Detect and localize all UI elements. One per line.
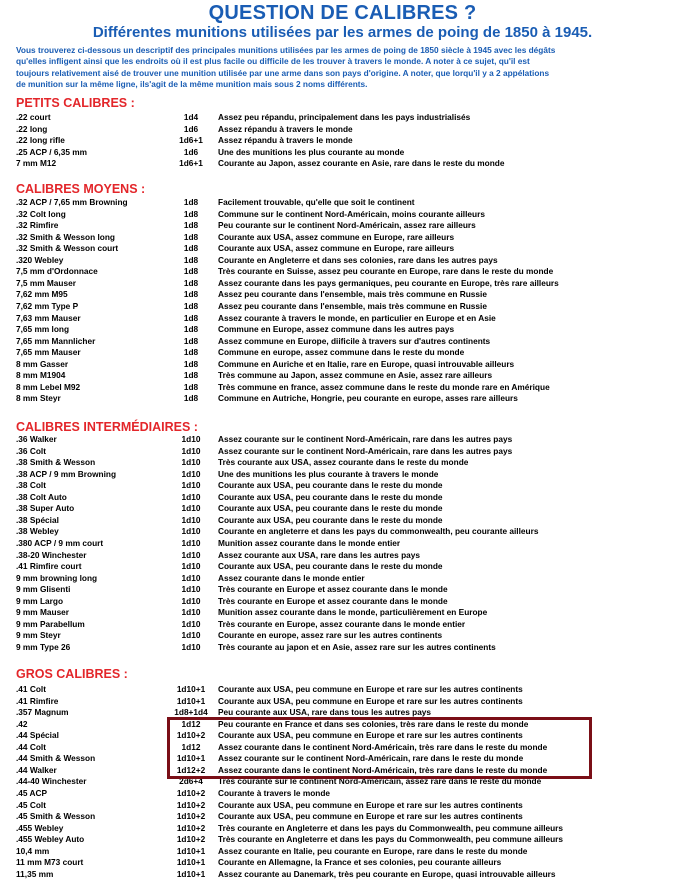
calibre-name: .38 Colt	[16, 480, 46, 491]
availability-description: Très courante au japon et en Asie, assez rare sur les autres continents	[218, 641, 496, 652]
availability-description: Très courante en Angleterre et dans les pays du Commonwealth, peu commune ailleurs	[218, 822, 564, 833]
damage-dice: 1d6	[183, 123, 199, 134]
calibre-name: .36 Walker	[16, 434, 57, 444]
calibre-name: .32 ACP / 7,65 mm Browning	[16, 197, 128, 207]
damage-dice: 2d6+4	[179, 776, 203, 787]
damage-dice: 1d8	[183, 197, 199, 207]
calibre-name: 11,35 mm	[16, 868, 54, 879]
availability-description: Courante aux USA, peu commune en Europe et rare sur les autres continents	[218, 799, 523, 810]
damage-dice: 1d8	[183, 289, 199, 300]
calibre-name: .38 Colt Auto	[16, 491, 67, 502]
damage-dice: 1d6	[183, 146, 199, 157]
table-row	[16, 619, 681, 631]
table-row	[16, 561, 681, 573]
calibre-name: .38 Smith & Wesson	[16, 457, 96, 468]
table-row	[16, 147, 681, 159]
table-row	[16, 800, 681, 812]
damage-dice: 1d12+2	[176, 764, 206, 775]
availability-description: Courante aux USA, assez commune en Europe, rare ailleurs	[218, 231, 455, 242]
table-row	[16, 457, 681, 469]
availability-description: Une des munitions les plus courante au monde	[218, 146, 405, 157]
damage-dice: 1d10	[181, 584, 201, 595]
availability-description: Très courante en Angleterre et dans les pays du Commonwealth, peu commune ailleurs	[218, 834, 564, 845]
calibre-name: .22 long rifle	[16, 135, 65, 146]
table-row	[16, 266, 681, 278]
table-row	[16, 584, 681, 596]
availability-description: Courante aux USA, peu commune en Europe et rare sur les autres continents	[218, 684, 523, 694]
calibre-name: 8 mm M1904	[16, 370, 66, 381]
availability-description: Commune en europe, assez commune dans le reste du monde	[218, 347, 465, 358]
damage-dice: 1d8	[183, 370, 199, 381]
damage-dice: 1d8	[183, 300, 199, 311]
availability-description: Assez courante sur le continent Nord-Américain, rare dans les autres pays	[218, 445, 513, 456]
calibre-name: .44 Smith & Wesson	[16, 753, 96, 764]
calibre-name: .32 Smith & Wesson court	[16, 243, 119, 254]
calibre-name: 7,63 mm Mauser	[16, 312, 81, 323]
calibre-name: .41 Rimfire	[16, 695, 59, 706]
calibre-name: 8 mm Lebel M92	[16, 381, 81, 392]
section-title: GROS CALIBRES :	[16, 667, 128, 681]
table-row	[16, 336, 681, 348]
table-row	[16, 359, 681, 371]
calibre-name: 9 mm browning long	[16, 572, 98, 583]
damage-dice: 1d8	[183, 231, 199, 242]
intro-line: qu'elles infligent ainsi que les endroits où il est plus facile ou difficile de les trouver à travers le monde. A noter à ce sujet, qu'il est	[16, 56, 530, 67]
availability-description: Munition assez courante dans le monde, particulièrement en Europe	[218, 607, 488, 618]
availability-description: Assez courante dans le continent Nord-Américain, très rare dans le reste du monde	[218, 741, 548, 752]
calibre-name: .455 Webley	[16, 822, 64, 833]
calibre-name: 11 mm M73 court	[16, 857, 84, 868]
damage-dice: 1d8	[183, 381, 199, 392]
table-row	[16, 869, 681, 881]
availability-description: Courante en angleterre et dans les pays du commonwealth, peu courante ailleurs	[218, 526, 539, 537]
table-row	[16, 382, 681, 394]
damage-dice: 1d8	[183, 358, 199, 369]
highlight-box	[167, 717, 592, 779]
availability-description: Assez peu courante dans l'ensemble, mais très commune en Russie	[218, 300, 487, 311]
table-row	[16, 573, 681, 585]
calibre-name: .44 Walker	[16, 764, 57, 775]
calibre-name: 9 mm Type 26	[16, 641, 71, 652]
calibre-name: .45 Smith & Wesson	[16, 811, 96, 821]
calibre-name: 9 mm Parabellum	[16, 618, 85, 629]
table-row	[16, 846, 681, 858]
table-row	[16, 857, 681, 869]
availability-description: Assez courante sur le continent Nord-Américain, rare dans le reste du monde	[218, 753, 524, 764]
availability-description: Peu courante aux USA, rare dans tous les autres pays	[218, 707, 432, 718]
availability-description: Commune en Autriche, Hongrie, peu courante en europe, asses rare ailleurs	[218, 393, 518, 404]
calibre-name: .42	[16, 718, 28, 729]
calibre-name: 7,65 mm long	[16, 324, 70, 335]
availability-description: Courante aux USA, assez commune en Europe, rare ailleurs	[218, 243, 455, 254]
calibre-name: .32 Rimfire	[16, 220, 59, 231]
table-row	[16, 278, 681, 290]
calibre-name: .38 Super Auto	[16, 503, 75, 514]
availability-description: Courante en Allemagne, la France et ses colonies, peu courante ailleurs	[218, 857, 502, 868]
damage-dice: 1d10	[181, 549, 201, 560]
damage-dice: 1d10	[181, 457, 201, 468]
table-row	[16, 811, 681, 823]
calibre-name: 7,5 mm d'Ordonnace	[16, 266, 98, 277]
availability-description: Une des munitions les plus courante à travers le monde	[218, 468, 439, 479]
damage-dice: 1d10	[181, 434, 201, 444]
calibre-name: 9 mm Glisenti	[16, 584, 71, 595]
damage-dice: 1d10	[181, 468, 201, 479]
availability-description: Assez courante à travers le monde, en particulier en Europe et en Asie	[218, 312, 496, 323]
availability-description: Peu courante en France et dans ses colonies, très rare dans le reste du monde	[218, 718, 529, 729]
damage-dice: 1d10	[181, 630, 201, 641]
calibre-name: .41 Rimfire court	[16, 561, 82, 571]
damage-dice: 1d10+1	[176, 695, 206, 706]
damage-dice: 1d12	[181, 741, 201, 752]
calibre-name: .41 Colt	[16, 684, 46, 694]
availability-description: Très commune au Japon, assez commune en Asie, assez rare ailleurs	[218, 370, 493, 381]
availability-description: Courante aux USA, peu courante dans le reste du monde	[218, 491, 443, 502]
damage-dice: 1d10	[181, 480, 201, 491]
table-row	[16, 370, 681, 382]
damage-dice: 1d10+2	[176, 730, 206, 741]
damage-dice: 1d10+2	[176, 822, 206, 833]
damage-dice: 1d6+1	[179, 135, 203, 146]
damage-dice: 1d8	[183, 254, 199, 265]
calibre-name: 8 mm Steyr	[16, 393, 61, 404]
availability-description: Courante aux USA, peu courante dans le reste du monde	[218, 514, 443, 525]
damage-dice: 1d10+2	[176, 788, 206, 798]
table-row	[16, 834, 681, 846]
availability-description: Munition assez courante dans le monde entier	[218, 538, 401, 548]
damage-dice: 1d8	[183, 324, 199, 335]
table-row	[16, 684, 681, 696]
calibre-name: .22 court	[16, 112, 51, 122]
availability-description: Assez commune en Europe, diificile à travers sur d'autres continents	[218, 335, 491, 346]
availability-description: Assez peu répandu, principalement dans les pays industrialisés	[218, 112, 471, 122]
availability-description: Courante au Japon, assez courante en Asie, rare dans le reste du monde	[218, 158, 505, 169]
availability-description: Assez courante aux USA, rare dans les autres pays	[218, 549, 420, 560]
calibre-name: .320 Webley	[16, 254, 64, 265]
table-row	[16, 788, 681, 800]
availability-description: Assez courante dans les pays germaniques, peu courante en Europe, très rare ailleurs	[218, 277, 559, 288]
table-row	[16, 630, 681, 642]
damage-dice: 1d10+2	[176, 811, 206, 821]
damage-dice: 1d8	[183, 266, 199, 277]
calibre-name: 7,5 mm Mauser	[16, 277, 76, 288]
calibre-name: 10,4 mm	[16, 845, 50, 856]
page-title: QUESTION DE CALIBRES ?	[208, 2, 477, 24]
availability-description: Assez courante en Italie, peu courante en Europe, rare dans le reste du monde	[218, 845, 528, 856]
calibre-name: 9 mm Steyr	[16, 630, 61, 641]
calibre-name: 7,65 mm Mannlicher	[16, 335, 96, 346]
table-row	[16, 209, 681, 221]
availability-description: Commune en Auriche et en Italie, rare en Europe, quasi introuvable ailleurs	[218, 358, 515, 369]
availability-description: Très courante aux USA, assez courante dans le reste du monde	[218, 457, 469, 468]
table-row	[16, 347, 681, 359]
damage-dice: 1d8	[183, 208, 199, 219]
calibre-name: 7,65 mm Mauser	[16, 347, 81, 358]
calibre-name: .380 ACP / 9 mm court	[16, 538, 104, 548]
damage-dice: 1d10	[181, 641, 201, 652]
table-row	[16, 550, 681, 562]
damage-dice: 1d12	[181, 718, 201, 729]
calibre-name: .38 Spécial	[16, 514, 59, 525]
availability-description: Commune sur le continent Nord-Américain, moins courante ailleurs	[218, 208, 485, 219]
calibre-name: .45 Colt	[16, 799, 46, 810]
intro-paragraph	[16, 45, 676, 90]
table-row	[16, 232, 681, 244]
availability-description: Courante aux USA, peu commune en Europe et rare sur les autres continents	[218, 695, 523, 706]
table-row	[16, 243, 681, 255]
damage-dice: 1d8	[183, 393, 199, 404]
table-row	[16, 135, 681, 147]
calibre-name: .32 Colt long	[16, 208, 66, 219]
table-row	[16, 480, 681, 492]
damage-dice: 1d10	[181, 538, 201, 548]
table-row	[16, 642, 681, 654]
table-row	[16, 301, 681, 313]
calibre-name: .38 ACP / 9 mm Browning	[16, 468, 117, 479]
availability-description: Assez courante dans le continent Nord-Américain, très rare dans le reste du monde	[218, 764, 548, 775]
calibre-name: .25 ACP / 6,35 mm	[16, 146, 88, 157]
table-row	[16, 197, 681, 209]
availability-description: Assez peu courante dans l'ensemble, mais très commune en Russie	[218, 289, 487, 300]
section-title: PETITS CALIBRES :	[16, 96, 135, 110]
calibre-name: .44-40 Winchester	[16, 776, 87, 787]
availability-description: Très courante en Suisse, assez peu courante en Europe, rare dans le reste du monde	[218, 266, 554, 277]
calibre-name: 9 mm Mauser	[16, 607, 70, 618]
damage-dice: 1d10	[181, 572, 201, 583]
damage-dice: 1d8	[183, 312, 199, 323]
table-row	[16, 446, 681, 458]
table-row	[16, 313, 681, 325]
section-title: CALIBRES INTERMÉDIAIRES :	[16, 420, 198, 434]
calibre-name: .44 Spécial	[16, 730, 59, 741]
availability-description: Très courante en Europe et assez courante dans le monde	[218, 584, 448, 595]
availability-description: Courante aux USA, peu courante dans le reste du monde	[218, 503, 443, 514]
damage-dice: 1d10+2	[176, 799, 206, 810]
calibre-name: .36 Colt	[16, 445, 46, 456]
damage-dice: 1d8	[183, 347, 199, 358]
page-subtitle: Différentes munitions utilisées par les armes de poing de 1850 à 1945.	[92, 24, 593, 41]
table-row	[16, 255, 681, 267]
availability-description: Courante aux USA, peu commune en Europe et rare sur les autres continents	[218, 811, 523, 821]
intro-line: toujours relativement aisé de trouver une munition utilisée par une arme dans son pays d'origine. A noter, que lorqu'il y a 2 appélations	[16, 67, 550, 78]
availability-description: Très courante sur le continent Nord-Américain, assez rare dans le reste du monde	[218, 776, 542, 787]
calibre-name: 7 mm M12	[16, 158, 57, 169]
availability-description: Assez courante dans le monde entier	[218, 572, 365, 583]
section-title: CALIBRES MOYENS :	[16, 182, 146, 196]
calibre-name: 9 mm Largo	[16, 595, 64, 606]
table-row	[16, 538, 681, 550]
table-row	[16, 158, 681, 170]
damage-dice: 1d10	[181, 514, 201, 525]
calibre-name: .38-20 Winchester	[16, 549, 87, 560]
intro-line: Vous trouverez ci-dessous un descriptif des principales munitions utilisées par les armes de poing de 1850 siècle à 1945 avec les dégâts	[16, 45, 556, 55]
availability-description: Assez courante sur le continent Nord-Américain, rare dans les autres pays	[218, 434, 513, 444]
damage-dice: 1d8+1d4	[174, 707, 208, 718]
damage-dice: 1d10	[181, 607, 201, 618]
table-row	[16, 469, 681, 481]
availability-description: Courante aux USA, peu courante dans le reste du monde	[218, 480, 443, 491]
calibre-name: .455 Webley Auto	[16, 834, 85, 845]
availability-description: Très courante en Europe, assez courante dans le monde entier	[218, 618, 466, 629]
damage-dice: 1d10	[181, 618, 201, 629]
calibre-name: 8 mm Gasser	[16, 358, 69, 369]
damage-dice: 1d8	[183, 220, 199, 231]
damage-dice: 1d10+1	[176, 857, 206, 868]
calibre-name: 7,62 mm Type P	[16, 300, 79, 311]
damage-dice: 1d10	[181, 561, 201, 571]
table-row	[16, 503, 681, 515]
damage-dice: 1d8	[183, 277, 199, 288]
availability-description: Assez courante au Danemark, très peu courante en Europe, quasi introuvable ailleurs	[218, 868, 556, 879]
availability-description: Courante en Angleterre et dans ses colonies, rare dans les autres pays	[218, 254, 498, 265]
damage-dice: 1d10	[181, 491, 201, 502]
availability-description: Assez répandu à travers le monde	[218, 123, 353, 134]
availability-description: Courante à travers le monde	[218, 788, 331, 798]
table-row	[16, 289, 681, 301]
calibre-name: .44 Colt	[16, 741, 46, 752]
damage-dice: 1d8	[183, 335, 199, 346]
availability-description: Courante aux USA, peu commune en Europe et rare sur les autres continents	[218, 730, 523, 741]
damage-dice: 1d10+1	[176, 845, 206, 856]
calibre-name: .45 ACP	[16, 788, 48, 798]
calibre-name: 7,62 mm M95	[16, 289, 68, 300]
availability-description: Facilement trouvable, qu'elle que soit le continent	[218, 197, 415, 207]
intro-line: de munition sur la même ligne, ils'agit de la même munition mais sous 2 noms différents.	[16, 78, 368, 89]
availability-description: Courante en europe, assez rare sur les autres continents	[218, 630, 443, 641]
availability-description: Assez répandu à travers le monde	[218, 135, 353, 146]
damage-dice: 1d10	[181, 526, 201, 537]
table-row	[16, 596, 681, 608]
damage-dice: 1d10	[181, 445, 201, 456]
table-row	[16, 112, 681, 124]
damage-dice: 1d10+2	[176, 834, 206, 845]
damage-dice: 1d10	[181, 503, 201, 514]
damage-dice: 1d6+1	[179, 158, 203, 169]
table-row	[16, 124, 681, 136]
table-row	[16, 393, 681, 405]
table-row	[16, 515, 681, 527]
table-row	[16, 324, 681, 336]
table-row	[16, 492, 681, 504]
availability-description: Peu courante sur le continent Nord-Américain, assez rare ailleurs	[218, 220, 476, 231]
table-row	[16, 220, 681, 232]
availability-description: Courante aux USA, peu courante dans le reste du monde	[218, 561, 443, 571]
damage-dice: 1d10+1	[176, 753, 206, 764]
damage-dice: 1d8	[183, 243, 199, 254]
table-row	[16, 607, 681, 619]
availability-description: Commune en Europe, assez commune dans les autres pays	[218, 324, 455, 335]
calibre-name: .22 long	[16, 123, 48, 134]
calibre-name: .357 Magnum	[16, 707, 69, 718]
damage-dice: 1d4	[183, 112, 199, 122]
table-row	[16, 696, 681, 708]
table-row	[16, 526, 681, 538]
damage-dice: 1d10	[181, 595, 201, 606]
damage-dice: 1d10+1	[176, 684, 206, 694]
table-row	[16, 434, 681, 446]
availability-description: Très courante en Europe et assez courante dans le monde	[218, 595, 448, 606]
availability-description: Très commune en france, assez commune dans le reste du monde rare en Amérique	[218, 381, 550, 392]
calibre-name: .32 Smith & Wesson long	[16, 231, 115, 242]
damage-dice: 1d10+1	[176, 868, 206, 879]
calibre-name: .38 Webley	[16, 526, 59, 537]
table-row	[16, 823, 681, 835]
